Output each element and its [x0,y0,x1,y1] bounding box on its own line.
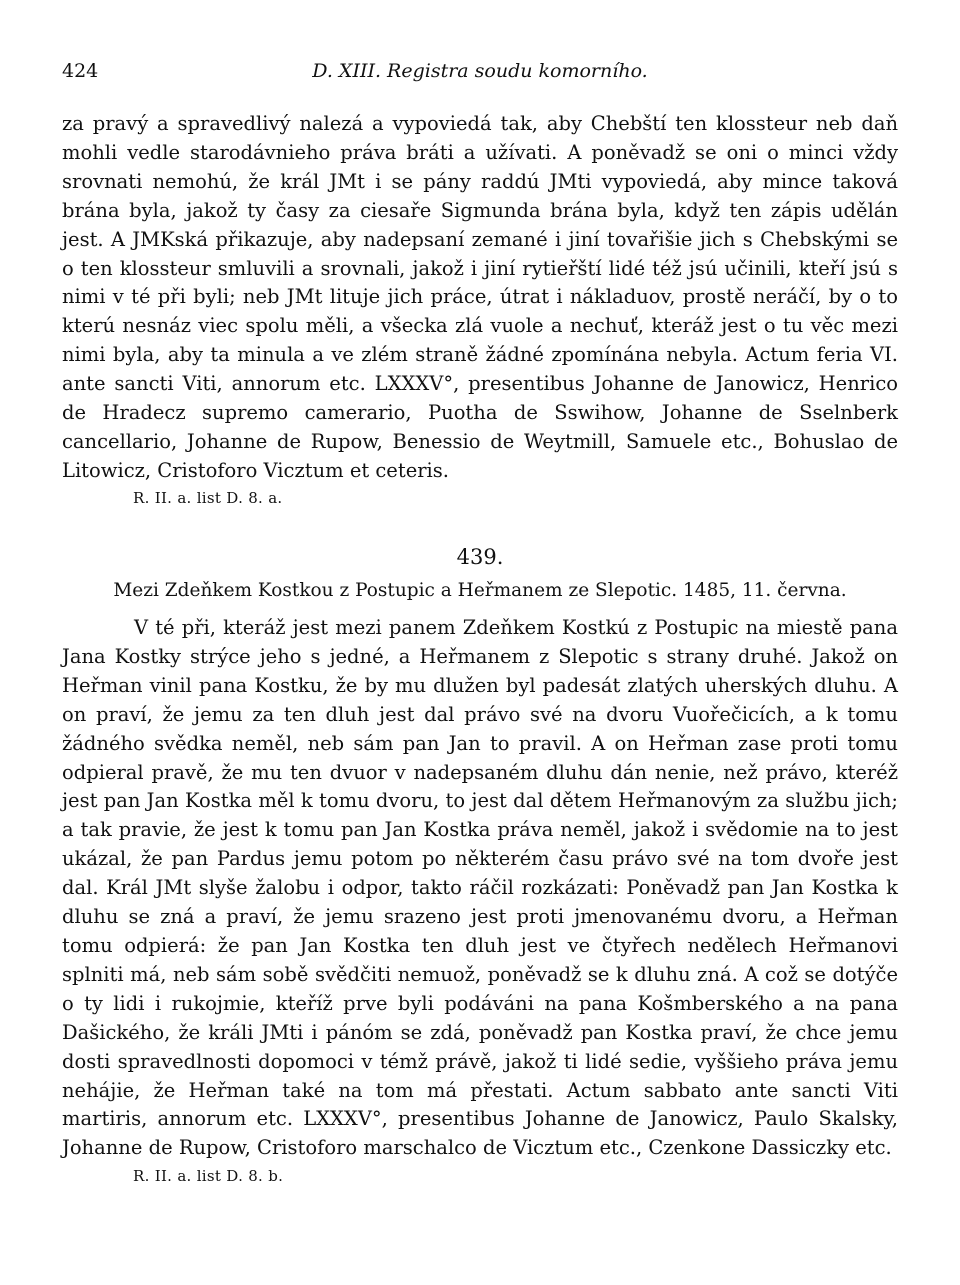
running-title: D. XIII. Registra soudu komorního. [312,60,648,82]
page-number: 424 [62,60,99,82]
archive-reference: R. II. a. list D. 8. a. [133,489,283,507]
continued-paragraph: za pravý a spravedlivý nalezá a vypoviedá tak, aby Chebští ten klossteur neb daň mohli vedle starodávnieho práva bráti a užívati. A poněvadž se oni o minci vždy srovnati nemohú, že král JMt i se pány raddú JMti vypoviedá, aby mince taková brána byla, jakož ty časy za ciesaře Sigmunda brána byla, když ten zápis udělán jest. A JMKská přikazuje, aby nadepsaní zemané i jiní tovařišie jich s Chebskými se o ten klossteur smluvili a srovnali, jakož i jiní rytieřští lidé též jsú učinili, kteří jsú s nimi v té při byli; neb JMt lituje jich práce, útrat i nákladuov, prostě neráčí, by o to kterú nesnáz viec spolu měli, a všecka zlá vuole a nechuť, kteráž jest o tu věc mezi nimi byla, aby ta minula a ve zlém straně žádné zpomínána nebyla. Actum feria VI. ante sancti Viti, annorum etc. LXXXV°, presentibus Johanne de Janowicz, Henrico de Hradecz supremo camerario, Puotha de Sswihow, Johanne de Sselnberk cancellario, Johanne de Rupow, Benessio de Weytmill, Samuele etc., Bohuslao de Litowicz, Cristoforo Vicztum et ceteris. [62,112,898,482]
page-header [62,60,898,86]
document-number: 439. [456,545,504,569]
document-body-block [62,614,898,1163]
continued-paragraph-block [62,110,898,486]
document-title: Mezi Zdeňkem Kostkou z Postupic a Heřmanem ze Slepotic. 1485, 11. června. [113,580,847,601]
archive-reference-2: R. II. a. list D. 8. b. [133,1167,284,1185]
document-body: V té při, kteráž jest mezi panem Zdeňkem Kostkú z Postupic na miestě pana Jana Kostky strýce jeho s jedné, a Heřmanem z Slepotic s strany druhé. Jakož on Heřman vinil pana Kostku, že by mu dlužen byl padesát zlatých uherských dluhu. A on praví, že jemu za ten dluh jest dal právo své na dvoru Vuořečicích, a k tomu žádného svědka neměl, neb sám pan Jan to pravil. A on Heřman zase proti tomu odpieral pravě, že mu ten dvuor v nadepsaném dluhu dán nenie, než právo, kteréž jest pan Jan Kostka měl k tomu dvoru, to jest dal dětem Heřmanovým za službu jich; a tak pravie, že jest k tomu pan Jan Kostka práva neměl, jakož i svědomie na to jest ukázal, že pan Pardus jemu potom po některém času právo své na tom dvoře jest dal. Král JMt slyše žalobu i odpor, takto ráčil rozkázati: Poněvadž pan Jan Kostka k dluhu se zná a praví, že jemu srazeno jest proti jmenovanému dvoru, a Heřman tomu odpierá: že pan Jan Kostka ten dluh jest ve čtyřech nedělech Heřmanovi splniti má, neb sám sobě svědčiti nemuož, poněvadž se k dluhu zná. A což se dotýče o ty lidi i rukojmie, kteříž prve byli podáváni na pana Košmberského a na pana Dašického, že králi JMti i pánóm se zdá, poněvadž pan Kostka praví, že chce jemu dosti spravedlnosti dopomoci v témž právě, jakož ti lidé sedie, vyššieho práva jemu nehájie, že Heřman také na tom má přestati. Actum sabbato ante sancti Viti martiris, annorum etc. LXXXV°, presentibus Johanne de Janowicz, Paulo Skalsky, Johanne de Rupow, Cristoforo marschalco de Vicztum etc., Czenkone Dassiczky etc. [62,616,898,1160]
